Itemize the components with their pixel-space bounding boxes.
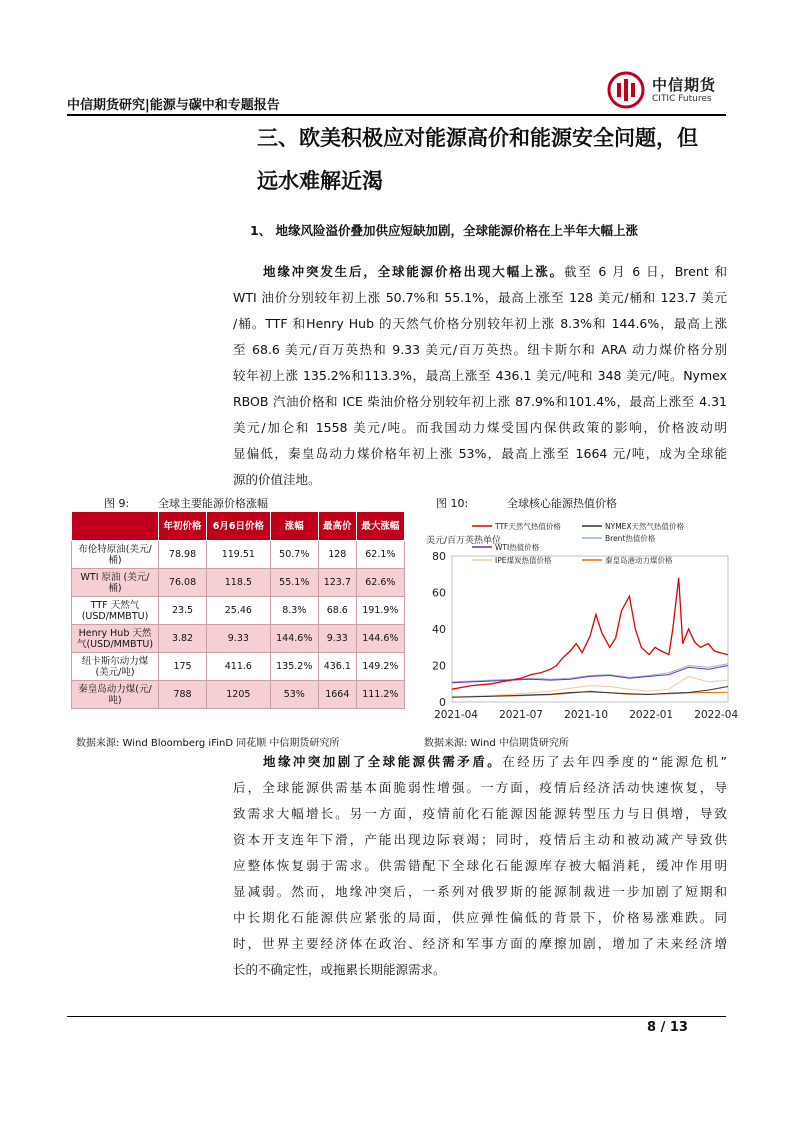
table-header-cell: 最大涨幅 xyxy=(356,512,404,541)
table-header-cell: 6月6日价格 xyxy=(207,512,271,541)
x-tick-label: 2022-04 xyxy=(694,709,739,721)
paragraph-2 xyxy=(233,749,727,983)
paragraph-line: 美元/加仑和 1558 美元/吨。而我国动力煤受国内保供政策的影响，价格波动明 xyxy=(233,420,727,435)
paragraph-line: 致需求大幅增长。另一方面，疫情前化石能源因能源转型压力与日俱增，导致 xyxy=(233,806,727,821)
table-row xyxy=(72,625,405,653)
paragraph-text: 在经历了去年四季度的“能源危机” xyxy=(502,754,727,769)
table-header-cell: 最高价 xyxy=(318,512,356,541)
table-cell: 布伦特原油(美元/桶) xyxy=(72,541,159,569)
table-cell: 3.82 xyxy=(159,625,207,653)
table-cell: Henry Hub 天然气(USD/MMBTU) xyxy=(72,625,159,653)
paragraph-1 xyxy=(233,259,727,493)
table-cell: 1205 xyxy=(207,681,271,709)
table-cell: 436.1 xyxy=(318,653,356,681)
table-cell: 1664 xyxy=(318,681,356,709)
table-cell: 149.2% xyxy=(356,653,404,681)
y-tick-label: 40 xyxy=(432,623,446,636)
table-cell: WTI 原油 (美元/桶) xyxy=(72,569,159,597)
table-cell: 411.6 xyxy=(207,653,271,681)
table-cell: 23.5 xyxy=(159,597,207,625)
y-tick-label: 60 xyxy=(432,586,446,600)
table-cell: TTF 天然气(USD/MMBTU) xyxy=(72,597,159,625)
legend-label: IPE煤炭热值价格 xyxy=(495,556,552,565)
figure-9-source: 数据来源: Wind Bloomberg iFinD 同花顺 中信期货研究所 xyxy=(76,738,340,749)
table-cell: 175 xyxy=(159,653,207,681)
table-header-cell xyxy=(72,512,159,541)
paragraph-text: 截至 6 月 6 日，Brent 和 xyxy=(563,264,727,279)
paragraph-line: 至 68.6 美元/百万英热和 9.33 美元/百万英热。纽卡斯尔和 ARA 动力煤价格分别 xyxy=(233,342,727,357)
paragraph-line: 长的不确定性，或拖累长期能源需求。 xyxy=(233,962,446,977)
table-cell: 128 xyxy=(318,541,356,569)
header-divider xyxy=(67,114,726,116)
table-row xyxy=(72,569,405,597)
x-tick-label: 2022-01 xyxy=(629,709,674,721)
paragraph-line: 资本开支连年下滑，产能出现边际衰竭；同时，疫情后主动和被动减产导致供 xyxy=(233,832,727,847)
section-title-line1: 三、欧美积极应对能源高价和能源安全问题，但 xyxy=(257,126,698,150)
legend-label: WTI热值价格 xyxy=(495,543,540,552)
table-cell: 62.6% xyxy=(356,569,404,597)
y-tick-label: 20 xyxy=(432,659,446,673)
table-cell: 9.33 xyxy=(207,625,271,653)
table-cell: 秦皇岛动力煤(元/吨) xyxy=(72,681,159,709)
table-cell: 191.9% xyxy=(356,597,404,625)
table-cell: 9.33 xyxy=(318,625,356,653)
legend-label: 秦皇岛港动力煤价格 xyxy=(605,556,673,565)
paragraph-line: 中长期化石能源供应紧张的局面，供应弹性偏低的背景下，价格易涨难跌。同 xyxy=(233,910,727,925)
table-cell: 144.6% xyxy=(270,625,318,653)
legend-label: TTF天然气热值价格 xyxy=(495,522,561,531)
table-row xyxy=(72,681,405,709)
figure-10-source: 数据来源: Wind 中信期货研究所 xyxy=(424,738,569,749)
paragraph-line: 应整体恢复弱于需求。供需错配下全球化石能源库存被大幅消耗，缓冲作用明 xyxy=(233,858,727,873)
table-cell: 55.1% xyxy=(270,569,318,597)
paragraph-line: 时，世界主要经济体在政治、经济和军事方面的摩擦加剧，增加了未来经济增 xyxy=(233,936,727,951)
series-line xyxy=(452,664,728,682)
paragraph-lead: 地缘冲突加剧了全球能源供需矛盾。 xyxy=(263,754,503,769)
table-cell: 50.7% xyxy=(270,541,318,569)
table-cell: 76.08 xyxy=(159,569,207,597)
y-axis-label: 美元/百万英热单位 xyxy=(426,536,502,546)
figure-9-title: 全球主要能源价格涨幅 xyxy=(158,497,268,510)
chart-series xyxy=(452,578,728,697)
report-header-title: 中信期货研究|能源与碳中和专题报告 xyxy=(67,98,280,113)
subsection-title: 1、 地缘风险溢价叠加供应短缺加剧，全球能源价格在上半年大幅上涨 xyxy=(250,223,639,238)
x-tick-label: 2021-04 xyxy=(434,709,478,721)
table-row xyxy=(72,597,405,625)
series-line xyxy=(452,578,728,689)
figure-10-label: 图 10: xyxy=(436,497,469,510)
paragraph-line: 源的价值洼地。 xyxy=(233,472,321,487)
paragraph-line: 显减弱。然而，地缘冲突后，一系列对俄罗斯的能源制裁进一步加剧了短期和 xyxy=(233,884,727,899)
table-cell: 123.7 xyxy=(318,569,356,597)
logo-text-cn: 中信期货 xyxy=(652,76,717,94)
table-cell: 144.6% xyxy=(356,625,404,653)
paragraph-line: 后，全球能源供需基本面脆弱性增强。一方面，疫情后经济活动快速恢复，导 xyxy=(233,780,727,795)
legend-label: Brent热值价格 xyxy=(605,534,656,543)
y-tick-label: 80 xyxy=(432,550,446,563)
table-cell: 25.46 xyxy=(207,597,271,625)
paragraph-line xyxy=(233,749,727,775)
table-row xyxy=(72,653,405,681)
energy-heat-value-chart xyxy=(412,511,739,726)
chart-legend xyxy=(472,521,685,565)
paragraph-lead: 地缘冲突发生后，全球能源价格出现大幅上涨。 xyxy=(263,264,564,279)
table-cell: 53% xyxy=(270,681,318,709)
energy-price-table xyxy=(71,511,405,711)
paragraph-line: 较年初上涨 135.2%和113.3%，最高上涨至 436.1 美元/吨和 348 美元/吨。Nymex xyxy=(233,368,727,383)
table-cell: 111.2% xyxy=(356,681,404,709)
logo-text-en: CITIC Futures xyxy=(652,94,712,104)
x-tick-label: 2021-10 xyxy=(564,709,609,721)
footer-divider xyxy=(67,1016,726,1017)
paragraph-line: WTI 油价分别较年初上涨 50.7%和 55.1%，最高上涨至 128 美元/桶和 123.7 美元 xyxy=(233,290,727,305)
paragraph-line: /桶。TTF 和Henry Hub 的天然气价格分别较年初上涨 8.3%和 144.6%，最高上涨 xyxy=(233,316,727,331)
legend-label: NYMEX天然气热值价格 xyxy=(605,522,685,531)
table-cell: 78.98 xyxy=(159,541,207,569)
table-header-row xyxy=(72,512,405,541)
table-cell: 118.5 xyxy=(207,569,271,597)
table-cell: 68.6 xyxy=(318,597,356,625)
page-number: 8 / 13 xyxy=(647,1020,688,1035)
table-header-cell: 涨幅 xyxy=(270,512,318,541)
figure-10-title: 全球核心能源热值价格 xyxy=(507,497,617,510)
paragraph-line: RBOB 汽油价格和 ICE 柴油价格分别较年初上涨 87.9%和101.4%，最高上涨至 4.31 xyxy=(233,394,727,409)
x-tick-label: 2021-07 xyxy=(499,709,543,721)
table-cell: 135.2% xyxy=(270,653,318,681)
table-header-cell: 年初价格 xyxy=(159,512,207,541)
table-cell: 纽卡斯尔动力煤 (美元/吨) xyxy=(72,653,159,681)
section-title-line2: 远水难解近渴 xyxy=(257,169,383,193)
table-row xyxy=(72,541,405,569)
paragraph-line: 显偏低，秦皇岛动力煤价格年初上涨 53%，最高上涨至 1664 元/吨，成为全球能 xyxy=(233,446,727,461)
table-cell: 8.3% xyxy=(270,597,318,625)
paragraph-line xyxy=(233,259,727,285)
table-cell: 62.1% xyxy=(356,541,404,569)
table-cell: 119.51 xyxy=(207,541,271,569)
figure-9-label: 图 9: xyxy=(104,497,130,510)
y-tick-label: 0 xyxy=(439,696,446,709)
table-cell: 788 xyxy=(159,681,207,709)
